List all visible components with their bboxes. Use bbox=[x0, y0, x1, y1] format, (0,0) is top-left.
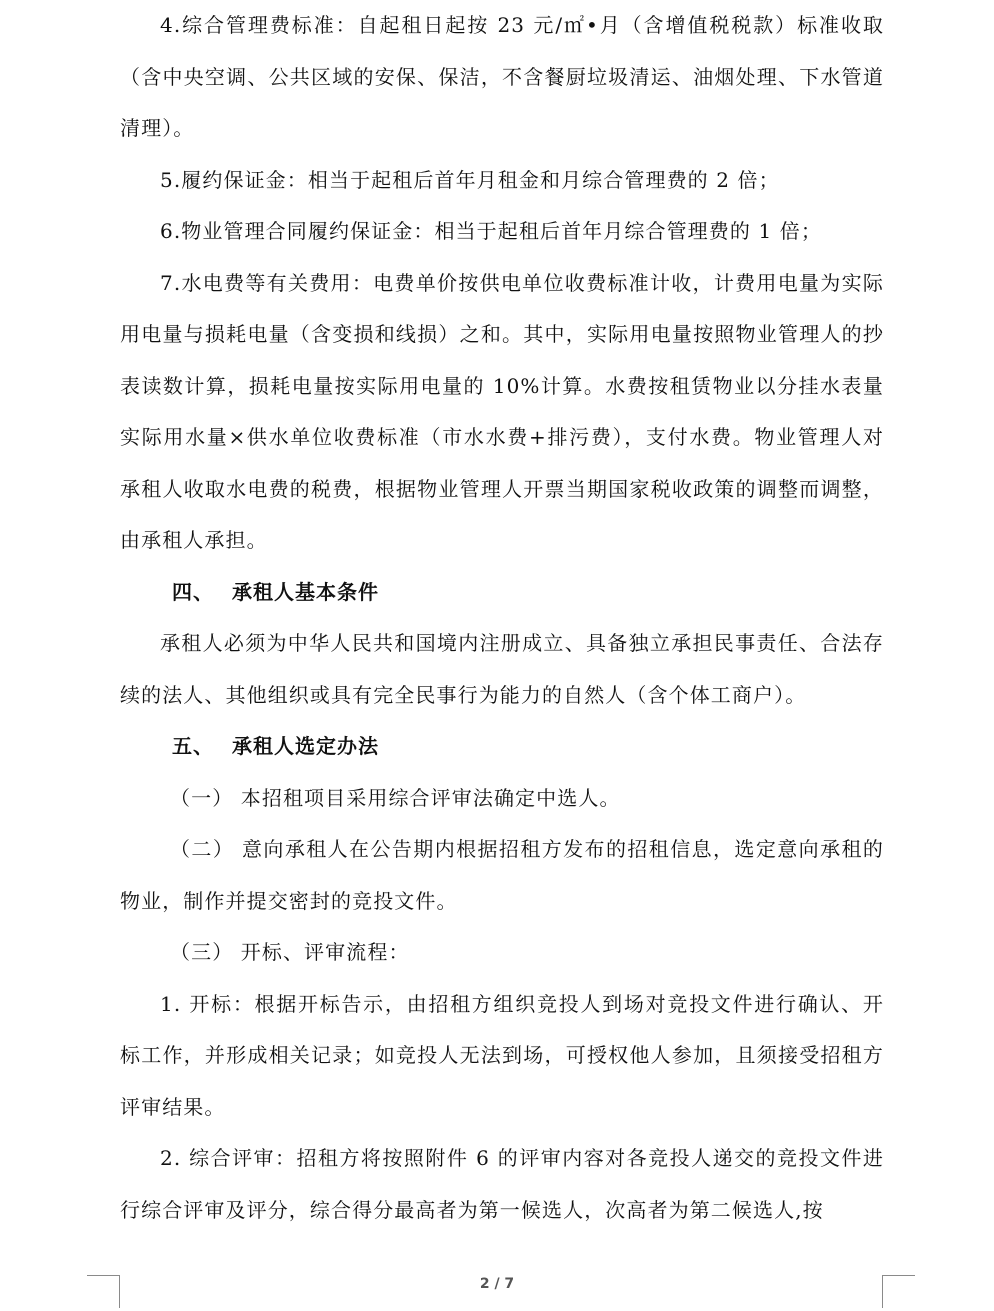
fee-standard-paragraph: 4.综合管理费标准：自起租日起按 23 元/㎡•月（含增值税税款）标准收取（含中央空调、公共区域的安保、保洁，不含餐厨垃圾清运、油烟处理、下水管道清理）。 bbox=[120, 13, 884, 140]
section-title: 承租人基本条件 bbox=[232, 579, 379, 604]
utility-fees-paragraph: 7.水电费等有关费用：电费单价按供电单位收费标准计收，计费用电量为实际用电量与损耗电量（含变损和线损）之和。其中，实际用电量按照物业管理人的抄表读数计算，损耗电量按实际用电量的 10%计算。水费按租赁物业以分挂水表量实际用水量×供水单位收费标准（市水水费+排污费），支付水费。物业管理人对承租人收取水电费的税费，根据物业管理人开票当期国家税收政策的调整而调整，由承租人承担。 bbox=[120, 270, 884, 552]
document-body bbox=[120, 0, 884, 1236]
section-number: 五、 bbox=[172, 734, 214, 758]
property-deposit-paragraph: 6.物业管理合同履约保证金：相当于起租后首年月综合管理费的 1 倍； bbox=[160, 219, 822, 243]
bid-opening-paragraph: 1. 开标：根据开标告示，由招租方组织竞投人到场对竞投文件进行确认、开标工作，并形成相关记录；如竞投人无法到场，可授权他人参加，且须接受招租方评审结果。 bbox=[120, 991, 884, 1119]
selection-method-item-2: （二） 意向承租人在公告期内根据招租方发布的招租信息，选定意向承租的物业，制作并提交密封的竞投文件。 bbox=[120, 837, 884, 913]
page-number: 2 / 7 bbox=[479, 1276, 515, 1292]
performance-deposit-paragraph: 5.履约保证金：相当于起租后首年月租金和月综合管理费的 2 倍； bbox=[160, 167, 780, 192]
section-heading-5 bbox=[120, 721, 884, 773]
section-title: 承租人选定办法 bbox=[232, 734, 379, 758]
tenant-conditions-paragraph: 承租人必须为中华人民共和国境内注册成立、具备独立承担民事责任、合法存续的法人、其他组织或具有完全民事行为能力的自然人（含个体工商户）。 bbox=[120, 631, 884, 707]
selection-method-item-1: （一） 本招租项目采用综合评审法确定中选人。 bbox=[170, 785, 621, 810]
evaluation-paragraph: 2. 综合评审：招租方将按照附件 6 的评审内容对各竞投人递交的竞投文件进行综合评审及评分，综合得分最高者为第一候选人，次高者为第二候选人,按 bbox=[120, 1146, 884, 1222]
section-heading-4 bbox=[120, 567, 884, 619]
section-number: 四、 bbox=[172, 579, 214, 604]
selection-method-item-3: （三） 开标、评审流程： bbox=[170, 940, 410, 964]
